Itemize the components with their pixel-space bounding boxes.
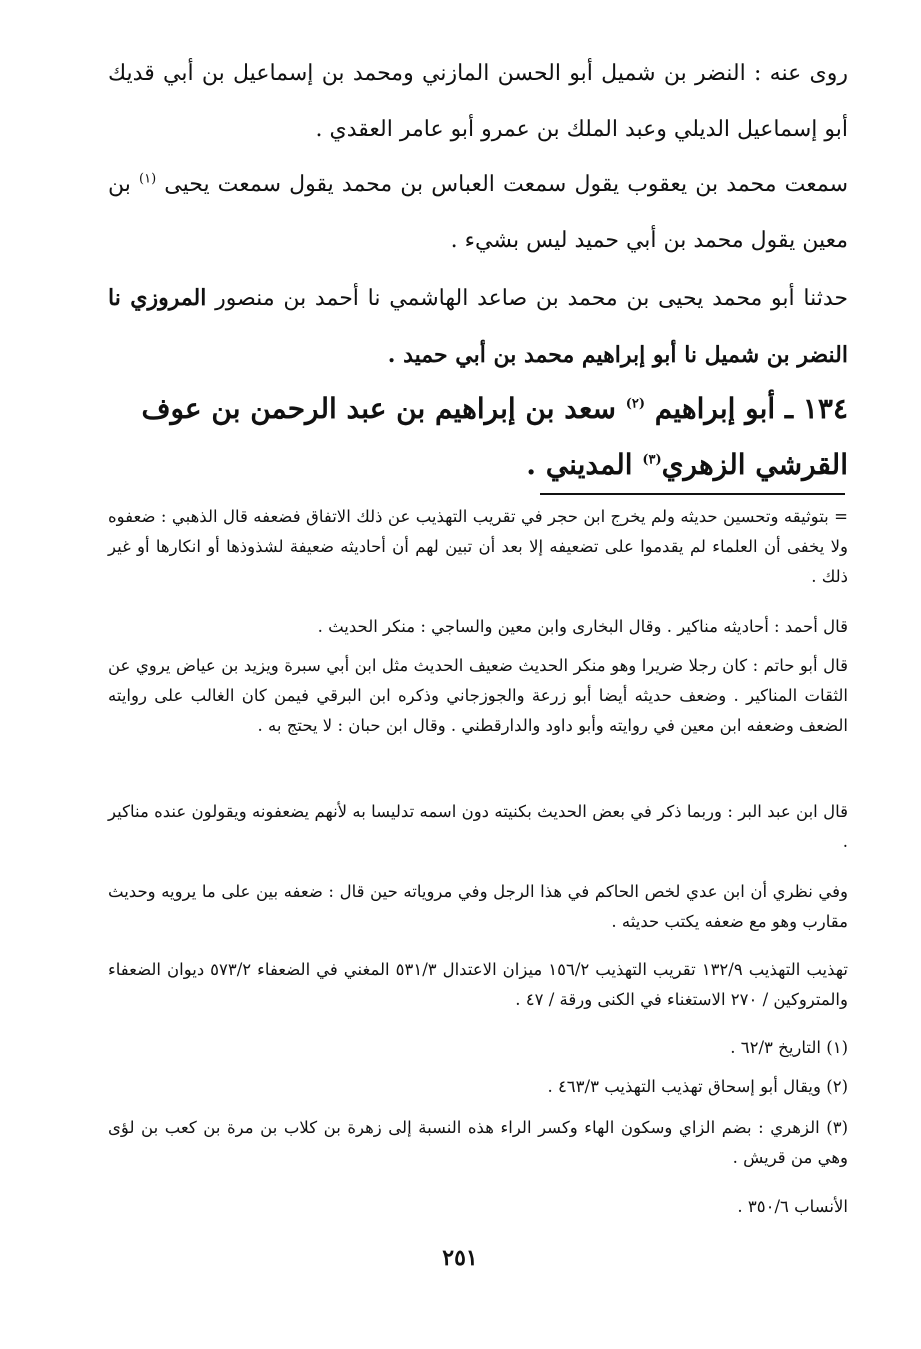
note-editor-opinion: وفي نظري أن ابن عدي لخص الحاكم في هذا الرجل وفي مروياته حين قال : ضعفه بين على ما يرويه وحديث مقارب وهو مع ضعفه يكتب حديثه . [108,882,848,931]
entry-heading-name: سعد بن إبراهيم بن عبد الرحمن بن عوف القرشي الزهري [141,392,848,481]
paragraph-yahya-ibn-main [108,157,848,269]
footnote-1: (١) التاريخ ٦٢/٣ . [730,1038,848,1057]
paragraph-narrators-text: روى عنه : النضر بن شميل أبو الحسن المازني ومحمد بن إسماعيل بن أبي قديك أبو إسماعيل الديلي وعبد الملك بن عمرو أبو عامر العقدي . [108,61,848,142]
paragraph-isnad [108,270,848,384]
paragraph-narrators [108,46,848,158]
footnote-3: (٣) الزهري : بضم الزاي وسكون الهاء وكسر الراء هذه النسبة إلى زهرة بن كلاب بن مرة بن كعب بن لؤى وهي من قريش . [108,1118,848,1167]
paragraph-isnad-text-part1: حدثنا أبو محمد يحيى بن محمد بن صاعد الهاشمي نا أحمد بن منصور [215,286,848,311]
paragraph-text-part1: سمعت محمد بن يعقوب يقول سمعت العباس بن محمد يقول سمعت يحيى [164,172,848,197]
paragraph-isnad-text-part2: المروزي نا النضر بن شميل نا أبو إبراهيم محمد بن أبي حميد . [108,285,848,368]
note-ibn-abd-al-barr: قال ابن عبد البر : وربما ذكر في بعض الحديث بكنيته دون اسمه تدليسا به لأنهم يضعفونه ويقولون عنده مناكير . [108,802,848,851]
note-abu-hatim: قال أبو حاتم : كان رجلا ضريرا وهو منكر الحديث ضعيف الحديث مثل ابن أبي سبرة ويزيد بن عياض يروي عن الثقات المناكير . وضعف حديثه أيضا أبو زرعة والجوزجاني وذكره ابن البرقي فيمن كان الغالب على روايته الضعف وضعفه ابن معين في روايته وأبو داود والدارقطني . وقال ابن حبان : لا يحتج به . [108,656,848,735]
entry-heading-number-kunya: ١٣٤ ـ أبو إبراهيم [654,392,848,425]
entry-heading-nisba: المديني . [526,448,633,481]
footnote-3-reference: الأنساب ٣٥٠/٦ . [737,1197,848,1216]
entry-heading-134 [108,381,848,493]
note-continuation: = بتوثيقه وتحسين حديثه ولم يخرج ابن حجر في تقريب التهذيب عن ذلك الاتفاق فضعفه قال الذهبي : ضعفوه ولا يخفى أن العلماء لم يقدموا على تضعيفه إلا بعد أن تبين لهم أن أحاديثه ضعيفة لشذوذها أو انكارها أو غير ذلك . [108,507,848,586]
footnote-2: (٢) ويقال أبو إسحاق تهذيب التهذيب ٤٦٣/٣ . [547,1077,848,1096]
footnote-marker-3: (٣) [642,452,662,468]
footnote-separator [540,493,845,495]
note-references: تهذيب التهذيب ١٣٢/٩ تقريب التهذيب ١٥٦/٢ ميزان الاعتدال ٥٣١/٣ المغني في الضعفاء ٥٧٣/٢ ديوان الضعفاء والمتروكين / ٢٧٠ الاستغناء في الكنى ورقة / ٤٧ . [108,960,848,1009]
footnote-marker-2: (٢) [625,396,645,412]
paragraph-text-part2: بن معين يقول محمد بن أبي حميد ليس بشيء . [108,172,848,253]
footnote-marker-1: (١) [139,171,157,187]
page-number: ٢٥١ [442,1245,478,1271]
note-ahmad: قال أحمد : أحاديثه مناكير . وقال البخارى وابن معين والساجي : منكر الحديث . [317,617,848,636]
